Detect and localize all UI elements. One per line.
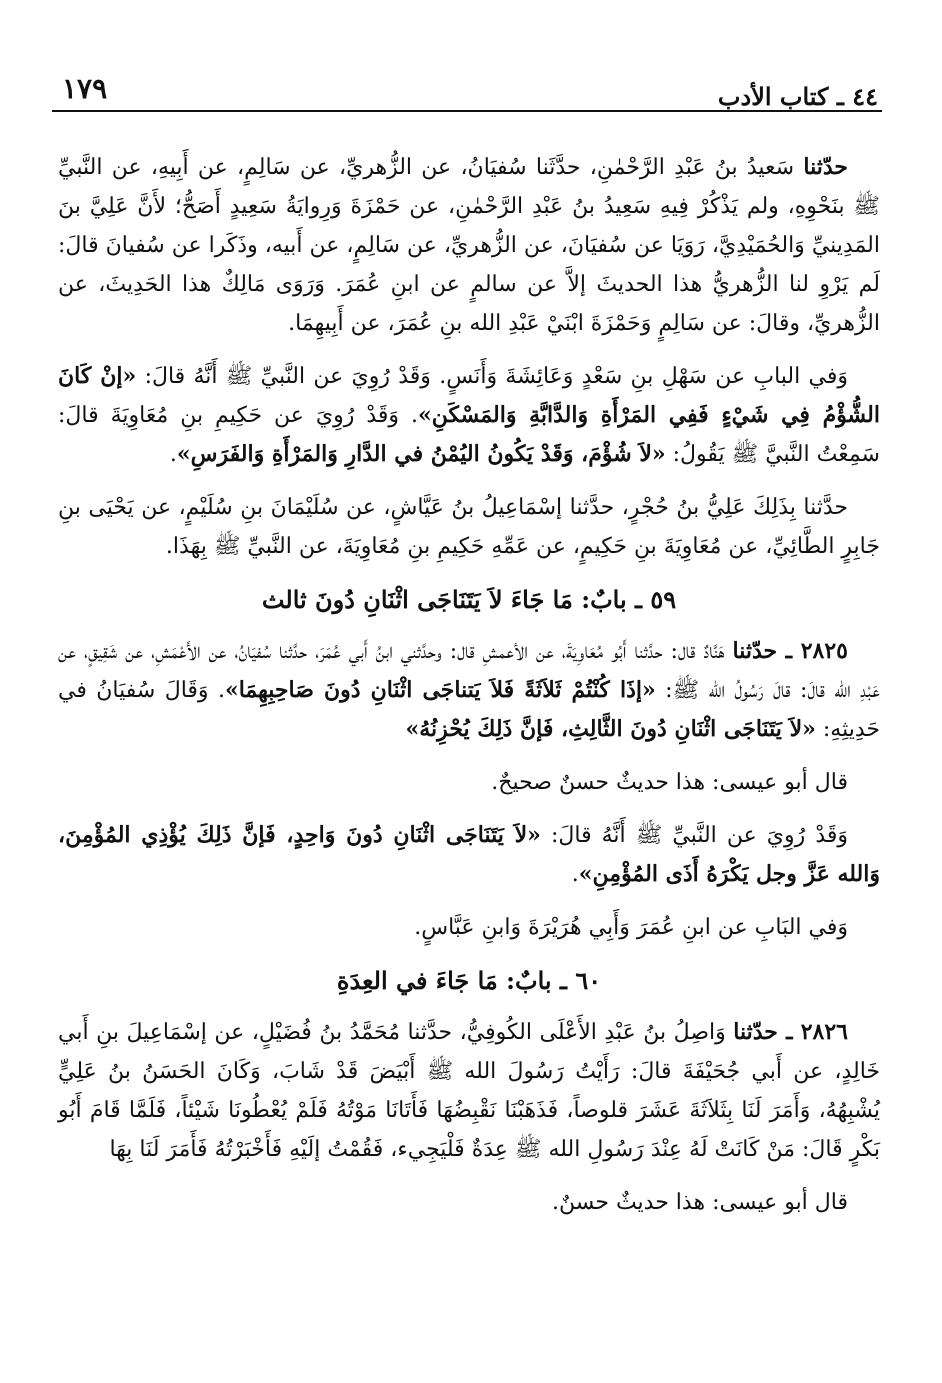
hadith-quote: «إذَا كُنْتُمْ ثَلاَثَةً فَلاَ يَتناجَى اثْنَانِ دُونَ صَاحِبِهِمَا» — [224, 677, 656, 703]
narration-text: سَعيدُ بنُ عَبْدِ الرَّحْمٰنِ، حدَّثَنا سُفيَانُ، عن الزُّهريِّ، عن سَالِمٍ، عن أَبِيهِ، عن النَّبيِّ ﷺ بنَحْوِهِ، ولم يَذْكُرْ فِيهِ سَعِيدُ بنُ عَبْدِ الرَّحْمٰنِ، عن حَمْزَةَ وَرِوايَةُ سَعِيدٍ أَصَحُّ؛ لأَنَّ عَلِيَّ بنَ المَدِينيِّ وَالحُمَيْدِيَّ، رَوَيَا عن سُفيَانَ، عن الزُّهريِّ، عن سَالِمٍ، عن أَبيه، وذَكَرا عن سُفيانَ قالَ: لَم يَرْوِ لنا الزُّهريُّ هذا الحديثَ إلاَّ عن سالمٍ عن ابنِ عُمَرَ. وَرَوَى مَالِكٌ هذا الحَدِيثَ، عن الزُّهريِّ، وقالَ: عن سَالِمٍ وَحَمْزَةَ ابْنَيْ عَبْدِ الله بنِ عُمَرَ، عن أَبِيهِمَا. — [58, 155, 880, 336]
hadith-paragraph — [58, 632, 880, 749]
chapter-heading: ٦٠ ـ بابٌ: مَا جَاءَ في العِدَةِ — [336, 966, 602, 995]
hadith-number: ٢٨٢٦ ـ حدّثنا — [733, 1019, 848, 1045]
narration-lead: حدّثنا — [803, 154, 848, 180]
hadith-paragraph — [58, 1013, 880, 1169]
hadith-quote: «لاَ يَتَنَاجَى اثْنَانِ دُونَ وَاحِدٍ، فَإنَّ ذَلِكَ يُؤْذِي المُؤْمِنَ، وَالله عَزَّ وجل يَكْرَهُ أَذَى المُؤْمِنِ» — [58, 822, 880, 887]
commentary-paragraph — [58, 357, 880, 474]
narration-text: هَنَّادٌ قال: حدَّثنا أَبُو مُعَاوِيَةَ، عن الأعمشِ قال: وحدَّثني ابنُ أَبي عُمَرَ، حدَّثنا سُفيَانُ، عن الأَعْمَشِ، عن شَقِيقٍ، عن عَبْدِ الله قالَ: قالَ رَسُولُ الله ﷺ: — [58, 639, 881, 703]
commentary-text: . — [571, 862, 579, 887]
narration-text: وَاصِلُ بنُ عَبْدِ الأَعْلَى الكُوفِيُّ، حدَّثنا مُحَمَّدُ بنُ فُضَيْلٍ، عن إسْمَاعِيلَ بنِ أَبي خَالِدٍ، عن أَبي جُحَيْفَةَ قالَ: رَأَيْتُ رَسُولَ الله ﷺ أَبْيَضَ قَدْ شَابَ، وَكَانَ الحَسَنُ بنُ عَلِيٍّ يُشْبِهُهُ، وَأَمَرَ لَنَا بِثَلاَثَةَ عَشَرَ قلوصاً، فَذَهَبْنَا نَقْبِضُهَا فَأَتَانَا مَوْتُهُ فَلَمْ يُعْطُونَا شَيْئاً، فَلَمَّا قَامَ أَبُو بَكْرٍ قَالَ: مَنْ كَانَتْ لَهُ عِنْدَ رَسُولِ الله ﷺ عِدَةٌ فَلْيَجِيء، فَقُمْتُ إلَيْهِ فَأَخْبَرْتُهُ فَأَمَرَ لَنَا بِهَا — [58, 1020, 880, 1162]
commentary-paragraph — [58, 816, 880, 894]
page-content — [58, 148, 880, 1236]
page-header — [52, 60, 882, 112]
commentary-text: . — [169, 442, 177, 467]
narration-text: . وَقَالَ سُفيَانُ في حَدِيثِهِ: — [58, 678, 880, 742]
hadith-quote: «لاَ شُؤْمَ، وَقَدْ يَكُونُ اليُمْنُ في الدَّارِ وَالمَرْأَةِ وَالفَرَسِ» — [176, 441, 666, 467]
commentary-text: وَفي البابِ عن سَهْلِ بنِ سَعْدٍ وَعَائِشَةَ وَأَنَسٍ. وَقَدْ رُوِيَ عن النَّبيِّ ﷺ أَنَّهُ قالَ: — [136, 364, 848, 389]
hadith-quote: «إنْ كَانَ الشُّؤْمُ فِي شَيْءٍ فَفِي المَرْأَةِ وَالدَّابَّةِ وَالمَسْكَنِ» — [58, 363, 881, 428]
chain-paragraph: حدَّثنا بِذَلِكَ عَلِيُّ بنُ حُجْرٍ، حدَّثنا إسْمَاعِيلُ بنُ عَيَّاشٍ، عن سُلَيْمَانَ بنِ سُلَيْمٍ، عن يَحْيَى بنِ جَابِرٍ الطَّائِيِّ، عن مُعَاوِيَةَ بنِ حَكِيمٍ، عن عَمِّهِ حَكِيمِ بنِ مُعَاوِيَةَ، عن النَّبيِّ ﷺ بِهَذَا. — [58, 495, 880, 559]
commentary-text: . وَقَدْ رُوِيَ عن حَكِيمِ بنِ مُعَاوِيَةَ قالَ: سَمِعْتُ النَّبيَّ ﷺ يَقُولُ: — [58, 403, 880, 467]
hadith-paragraph — [58, 148, 880, 343]
hadith-number: ٢٨٢٥ ـ حدّثنا — [732, 638, 848, 664]
chapter-references: وَفي البَابِ عن ابنِ عُمَرَ وَأَبِي هُرَيْرَةَ وَابنِ عَبَّاسٍ. — [414, 915, 848, 940]
book-title: ٤٤ ـ كتاب الأدب — [717, 82, 878, 111]
chapter-heading: ٥٩ ـ بابٌ: مَا جَاءَ لاَ يَتَنَاجَى اثْنَانِ دُونَ ثالث — [261, 585, 677, 614]
hadith-quote: «لاَ يَتَنَاجَى اثْنَانِ دُونَ الثَّالِثِ، فَإنَّ ذَلِكَ يُحْزِنُهُ» — [405, 716, 816, 742]
grading-note: قال أبو عيسى: هذا حديثٌ حسنٌ صحيحٌ. — [491, 770, 848, 795]
commentary-text: وَقَدْ رُوِيَ عن النَّبيِّ ﷺ أَنَّهُ قالَ: — [540, 823, 849, 848]
grading-note: قال أبو عيسى: هذا حديثٌ حسنٌ. — [551, 1190, 848, 1215]
page-number: ١٧٩ — [62, 72, 108, 105]
